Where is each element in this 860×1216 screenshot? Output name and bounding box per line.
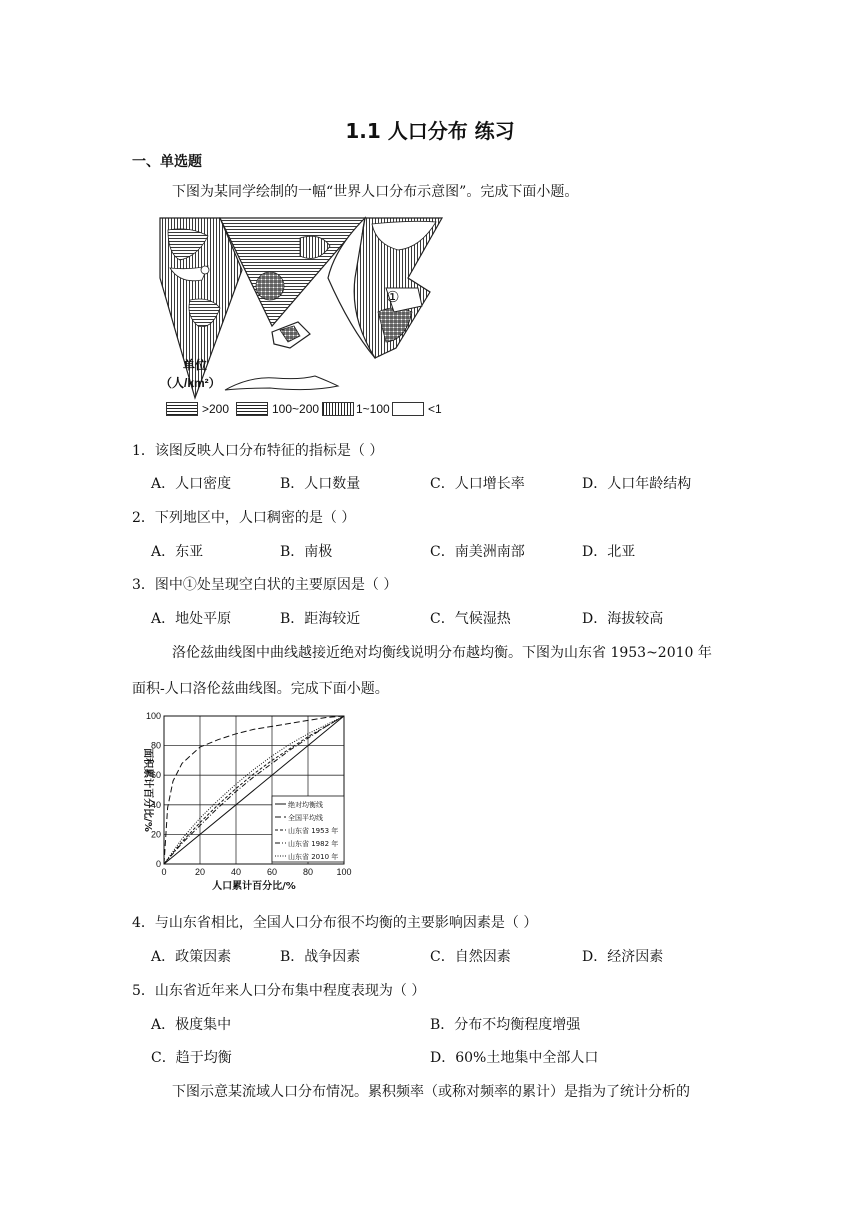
q4-option-d[interactable]: D．经济因素 [582, 949, 664, 965]
q5-option-d[interactable]: D．60%土地集中全部人口 [430, 1050, 599, 1066]
question-2: 2．下列地区中，人口稠密的是（ ） [132, 510, 356, 526]
x-tick-label: 20 [194, 867, 206, 877]
legend-label-dense: >200 [202, 402, 230, 416]
y-tick-label: 0 [155, 859, 161, 869]
legend-label-2: 山东省 1953 年 [288, 827, 339, 835]
q1-option-b[interactable]: B．人口数量 [280, 476, 361, 492]
legend-swatch-dense [166, 402, 198, 416]
legend-label-sparse: <1 [428, 402, 442, 416]
map-unit-label: 单位 [183, 358, 208, 372]
q2-option-b[interactable]: B．南极 [280, 544, 333, 560]
intro-paragraph-3: 下图示意某流域人口分布情况。累积频率（或称对频率的累计）是指为了统计分析的 [172, 1084, 690, 1100]
question-4: 4．与山东省相比，全国人口分布很不均衡的主要影响因素是（ ） [132, 915, 538, 931]
q2-option-a[interactable]: A．东亚 [151, 544, 204, 560]
x-tick-label: 60 [266, 867, 278, 877]
q1-option-d[interactable]: D．人口年龄结构 [582, 476, 692, 492]
legend-label-1: 全国平均线 [288, 814, 323, 822]
question-5: 5．山东省近年来人口分布集中程度表现为（ ） [132, 983, 426, 999]
q1-option-c[interactable]: C．人口增长率 [430, 476, 525, 492]
legend-label-4: 山东省 2010 年 [288, 853, 339, 861]
q4-option-c[interactable]: C．自然因素 [430, 949, 511, 965]
q1-option-a[interactable]: A．人口密度 [151, 476, 232, 492]
intro-paragraph-2-line-1: 洛伦兹曲线图中曲线越接近绝对均衡线说明分布越均衡。下图为山东省 1953~2010 年 [172, 645, 712, 661]
x-axis-label: 人口累计百分比/% [212, 881, 296, 892]
map-unit-value: （人/km²） [160, 376, 221, 390]
intro-paragraph-1: 下图为某同学绘制的一幅“世界人口分布示意图”。完成下面小题。 [172, 184, 579, 200]
lorenz-curve-chart [136, 706, 366, 896]
x-tick-label: 40 [230, 867, 242, 877]
legend-swatch-high [236, 402, 268, 416]
intro-paragraph-2-line-2: 面积-人口洛伦兹曲线图。完成下面小题。 [132, 681, 389, 697]
q5-option-b[interactable]: B．分布不均衡程度增强 [430, 1017, 581, 1033]
legend-label-0: 绝对均衡线 [288, 801, 323, 809]
q2-option-c[interactable]: C．南美洲南部 [430, 544, 525, 560]
q4-option-a[interactable]: A．政策因素 [151, 949, 232, 965]
q3-option-d[interactable]: D．海拔较高 [582, 611, 664, 627]
legend-swatch-medium [322, 402, 354, 416]
x-tick-label: 0 [161, 867, 167, 877]
legend-label-medium: 1~100 [356, 402, 390, 416]
legend-swatch-sparse [392, 402, 424, 416]
x-tick-label: 100 [336, 867, 352, 877]
map-marker-1: ① [386, 288, 400, 306]
q5-option-a[interactable]: A．极度集中 [151, 1017, 232, 1033]
q3-option-a[interactable]: A．地处平原 [151, 611, 232, 627]
section-heading: 一、单选题 [132, 154, 202, 170]
q4-option-b[interactable]: B．战争因素 [280, 949, 361, 965]
x-tick-label: 80 [302, 867, 314, 877]
q3-option-c[interactable]: C．气候湿热 [430, 611, 511, 627]
legend-label-high: 100~200 [272, 402, 320, 416]
q2-option-d[interactable]: D．北亚 [582, 544, 636, 560]
y-tick-label: 60 [150, 770, 161, 781]
legend-label-3: 山东省 1982 年 [288, 840, 339, 848]
y-tick-label: 80 [150, 740, 161, 751]
q3-option-b[interactable]: B．距海较近 [280, 611, 361, 627]
page-title: 1.1 人口分布 练习 [345, 119, 515, 143]
y-tick-label: 40 [150, 799, 161, 810]
question-3: 3．图中①处呈现空白状的主要原因是（ ） [132, 577, 398, 593]
y-axis-label: 面积累计百分比/% [142, 748, 153, 832]
q5-option-c[interactable]: C．趋于均衡 [151, 1050, 232, 1066]
y-tick-label: 20 [150, 829, 161, 840]
y-tick-label: 100 [145, 711, 161, 721]
question-1: 1．该图反映人口分布特征的指标是（ ） [132, 443, 384, 459]
